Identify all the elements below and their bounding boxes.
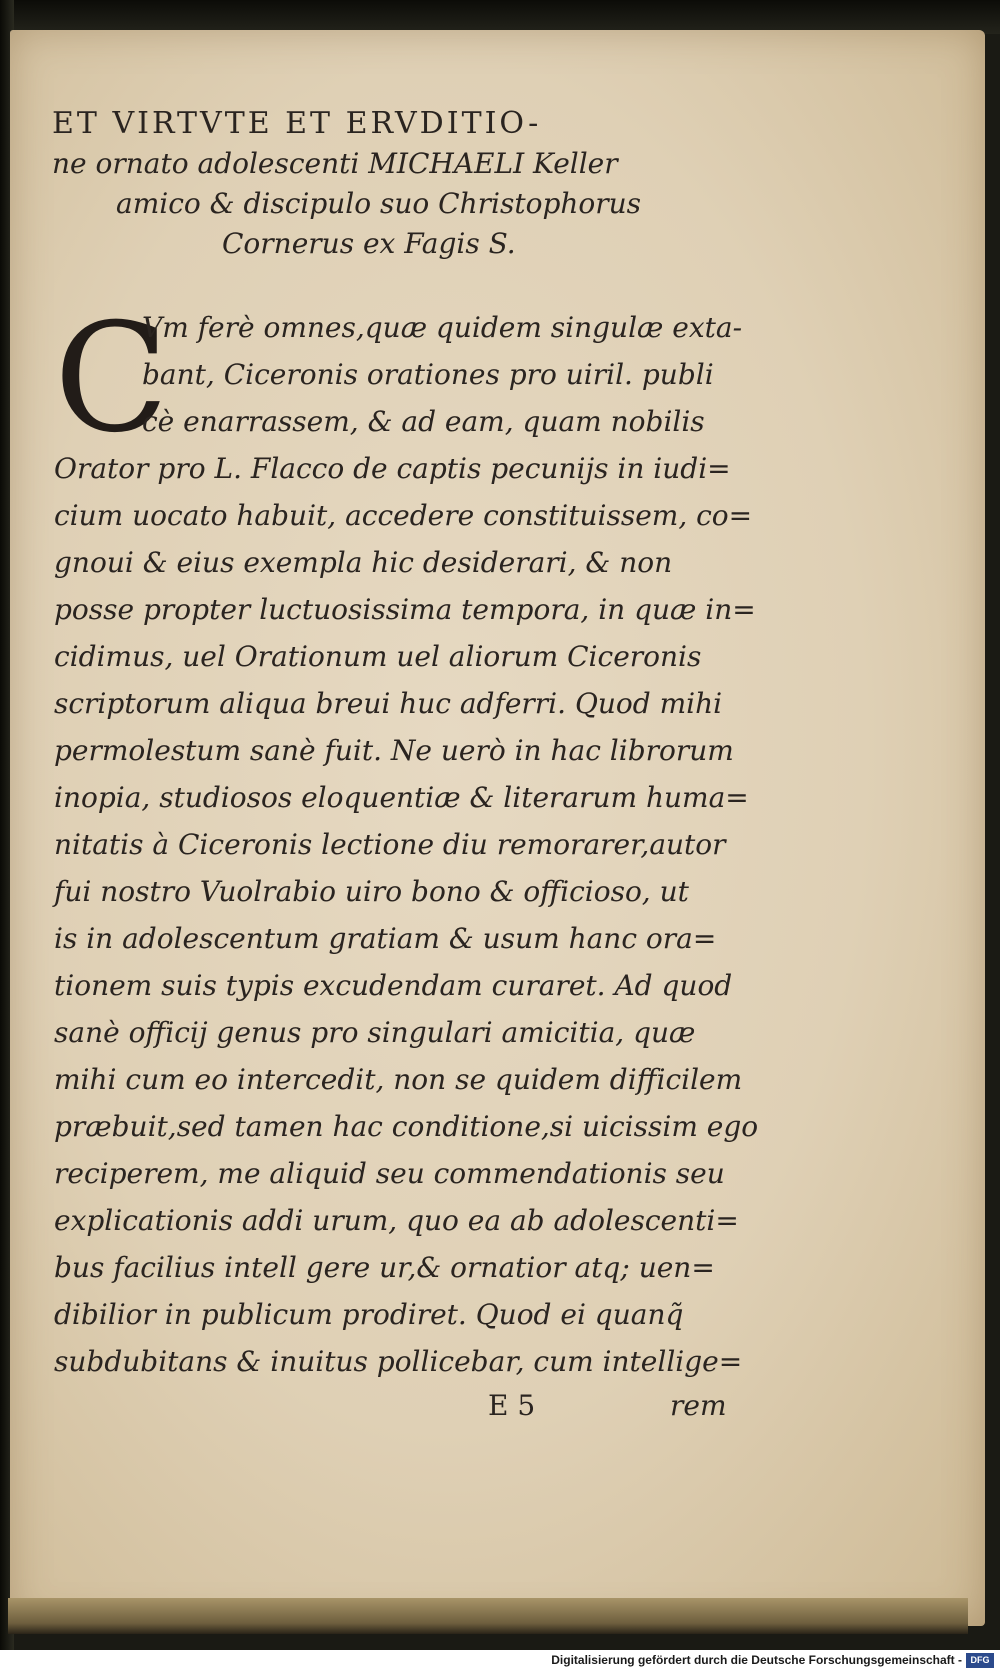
- heading-line-4: Cornerus ex Fagis S.: [222, 227, 516, 260]
- footer-credit-text: Digitalisierung gefördert durch die Deutsche Forschungsgemeinschaft -: [551, 1653, 962, 1667]
- body-line: sanè officij genus pro singulari amicitia, quæ: [54, 1016, 696, 1049]
- body-line: posse propter luctuosissima tempora, in quæ in=: [54, 593, 756, 626]
- heading-line-1: ET VIRTVTE ET ERVDITIO-: [52, 106, 542, 141]
- body-line: explicationis addi urum, quo ea ab adolescenti=: [54, 1204, 739, 1237]
- body-line: Vm ferè omnes,quæ quidem singulæ exta-: [142, 311, 743, 344]
- catchword: rem: [670, 1389, 727, 1422]
- body-line: tionem suis typis excudendam curaret. Ad quod: [54, 969, 733, 1002]
- body-line: præbuit,sed tamen hac conditione,si uicissim ego: [54, 1110, 759, 1143]
- body-line: fui nostro Vuolrabio uiro bono & officioso, ut: [54, 875, 689, 908]
- body-line: subdubitans & inuitus pollicebar, cum intellige=: [54, 1345, 743, 1378]
- body-line: bus facilius intell gere ur,& ornatior atq; uen=: [54, 1251, 715, 1284]
- body-line: inopia, studiosos eloquentiæ & literarum huma=: [54, 781, 749, 814]
- scan-background-top: [0, 0, 1000, 34]
- signature-mark: E 5: [488, 1389, 536, 1422]
- heading-line-2: ne ornato adolescenti MICHAELI Keller: [52, 147, 618, 180]
- body-line: gnoui & eius exempla hic desiderari, & non: [54, 546, 673, 579]
- body-line: nitatis à Ciceronis lectione diu remorarer,autor: [54, 828, 726, 861]
- body-line: permolestum sanè fuit. Ne uerò in hac librorum: [54, 734, 734, 767]
- page-text: [10, 30, 985, 1626]
- body-line: reciperem, me aliquid seu commendationis seu: [54, 1157, 725, 1190]
- body-line: bant, Ciceronis orationes pro uiril. publi: [142, 358, 714, 391]
- heading-line-3: amico & discipulo suo Christophorus: [116, 187, 642, 220]
- body-line: dibilior in publicum prodiret. Quod ei quanq̃: [54, 1298, 684, 1331]
- body-line: cium uocato habuit, accedere constituissem, co=: [54, 499, 753, 532]
- body-line: mihi cum eo intercedit, non se quidem difficilem: [54, 1063, 743, 1096]
- body-line: cidimus, uel Orationum uel aliorum Ciceronis: [54, 640, 702, 673]
- dfg-logo-icon: DFG: [966, 1653, 994, 1668]
- body-line: cè enarrassem, & ad eam, quam nobilis: [142, 405, 705, 438]
- page-bottom-edge: [8, 1598, 968, 1634]
- body-line: scriptorum aliqua breui huc adferri. Quod mihi: [54, 687, 723, 720]
- book-page: [10, 30, 985, 1626]
- body-line: Orator pro L. Flacco de captis pecunijs in iudi=: [54, 452, 731, 485]
- body-line: is in adolescentum gratiam & usum hanc ora=: [54, 922, 717, 955]
- drop-cap-letter: C: [54, 292, 169, 466]
